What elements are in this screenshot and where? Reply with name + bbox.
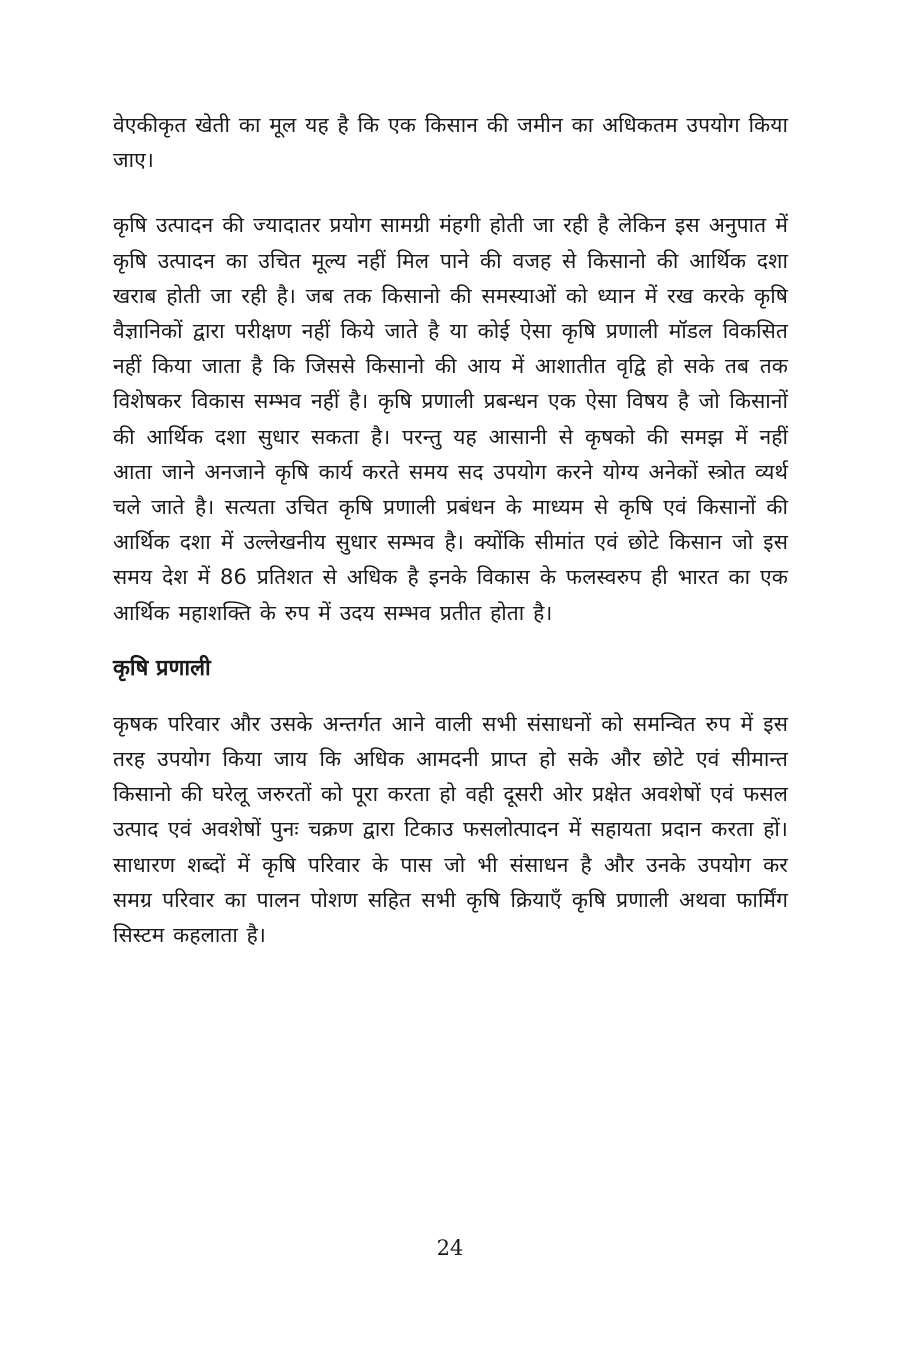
page-number: 24 — [436, 1236, 464, 1260]
section-paragraph: कृषक परिवार और उसके अन्तर्गत आने वाली सभी संसाधनों को समन्वित रुप में इस तरह उपयोग किया जाय कि अधिक आमदनी प्राप्त हो सके और छोटे एवं सीमान्त किसानो की घरेलू जरुरतों को पूरा करता हो वही दूसरी ओर प्रक्षेत अवशेषों एवं फसल उत्पाद एवं अवशेषों पुनः चक्रण द्वारा टिकाउ फसलोत्पादन में सहायता प्रदान करता हों। साधारण शब्दों में कृषि परिवार के पास जो भी संसाधन है और उनके उपयोग कर समग्र परिवार का पालन पोशण सहित सभी कृषि क्रियाएँ कृषि प्रणाली अथवा फार्मिंग सिस्टम कहलाता है। — [113, 711, 788, 948]
body-paragraph: कृषि उत्पादन की ज्यादातर प्रयोग सामग्री मंहगी होती जा रही है लेकिन इस अनुपात में कृषि उत्पादन का उचित मूल्य नहीं मिल पाने की वजह से किसानो की आर्थिक दशा खराब होती जा रही है। जब तक किसानो की समस्याओं को ध्यान में रख करके कृषि वैज्ञानिकों द्वारा परीक्षण नहीं किये जाते है या कोई ऐसा कृषि प्रणाली मॉडल विकसित नहीं किया जाता है कि जिससे किसानो की आय में आशातीत वृद्वि हो सके तब तक विशेषकर विकास सम्भव नहीं है। कृषि प्रणाली प्रबन्धन एक ऐसा विषय है जो किसानों की आर्थिक दशा सुधार सकता है। परन्तु यह आसानी से कृषको की समझ में नहीं आता जाने अनजाने कृषि कार्य करते समय सद उपयोग करने योग्य अनेकों स्त्रोत व्यर्थ चले जाते है। सत्यता उचित कृषि प्रणाली प्रबंधन के माध्यम से कृषि एवं किसानों की आर्थिक दशा में उल्लेखनीय सुधार सम्भव है। क्योंकि सीमांत एवं छोटे किसान जो इस समय देश में 86 प्रतिशत से अधिक है इनके विकास के फलस्वरुप ही भारत का एक आर्थिक महाशक्ति के रुप में उदय सम्भव प्रतीत होता है। — [113, 213, 788, 625]
page-body — [113, 108, 788, 953]
section-heading: कृषि प्रणाली — [113, 655, 211, 681]
intro-paragraph: वेएकीकृत खेती का मूल यह है कि एक किसान की जमीन का अधिकतम उपयोग किया जाए। — [113, 113, 788, 173]
